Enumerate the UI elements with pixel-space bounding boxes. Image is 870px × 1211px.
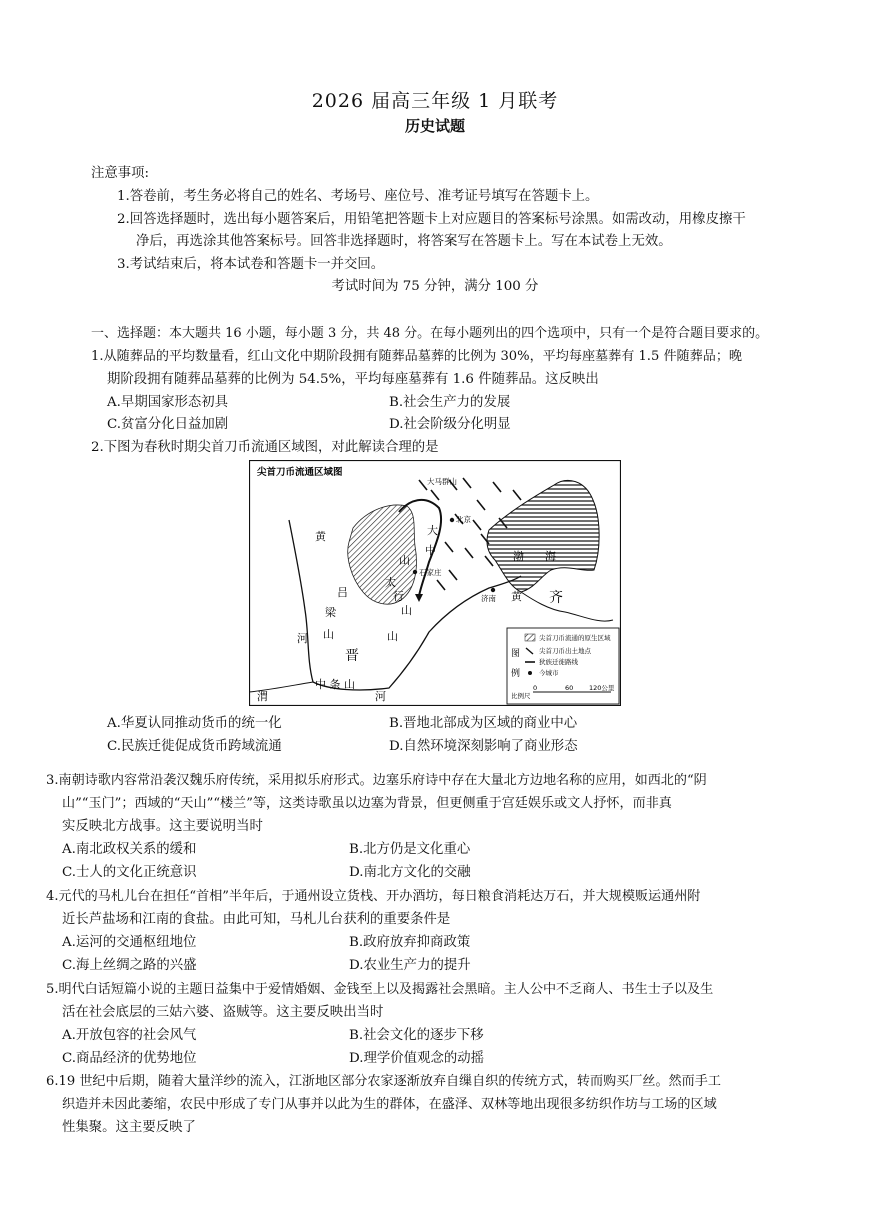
legend-title: 例 <box>511 669 521 679</box>
legend-item: 尖首刀币出土地点 <box>539 647 591 655</box>
question-6-stem: 织造并未因此萎缩，农民中形成了专门从事并以此为生的群体，在盛泽、双林等地出现很多纺织作坊与工场的区域 <box>62 1097 717 1112</box>
question-5-stem: 5.明代白话短篇小说的主题日益集中于爱情婚姻、金钱至上以及揭露社会黑暗。主人公中不乏商人、书生士子以及生 <box>46 982 714 997</box>
question-1-option-a[interactable]: A.早期国家形态初具 <box>107 395 229 410</box>
label-damashan: 大马群山 <box>427 477 457 486</box>
section-heading: 一、选择题：本大题共 16 小题，每小题 3 分，共 48 分。在每小题列出的四个选项中，只有一个是符合题目要求的。 <box>91 326 769 341</box>
legend-title: 图 <box>511 649 521 659</box>
label-he: 河 <box>375 690 386 703</box>
label-zhong: 中 <box>425 544 436 557</box>
question-4-option-a[interactable]: A.运河的交通枢纽地位 <box>62 935 197 950</box>
question-4-stem: 近长芦盐场和江南的食盐。由此可知，马札儿台获利的重要条件是 <box>62 912 451 927</box>
question-4-option-b[interactable]: B.政府放弃抑商政策 <box>349 935 471 950</box>
label-qi: 齐 <box>549 590 563 606</box>
question-1-stem: 1.从随葬品的平均数量看，红山文化中期阶段拥有随葬品墓葬的比例为 30%，平均每座墓葬有 1.5 件随葬品；晚 <box>91 349 743 364</box>
scale-tick: 0 <box>533 684 538 692</box>
question-2-option-b[interactable]: B.晋地北部成为区域的商业中心 <box>389 716 578 731</box>
legend-item: 今城市 <box>539 669 559 677</box>
question-1-option-c[interactable]: C.贫富分化日益加剧 <box>107 417 229 432</box>
coin-circulation-map <box>249 460 621 706</box>
label-he: 河 <box>297 632 308 645</box>
scale-tick: 60 <box>565 684 574 692</box>
legend-swatch <box>525 634 535 641</box>
notice-item: 净后，再选涂其他答案标号。回答非选择题时，将答案写在答题卡上。写在本试卷上无效。 <box>136 234 672 249</box>
label-tai: 太 <box>385 576 396 589</box>
question-3-option-c[interactable]: C.士人的文化正统意识 <box>62 865 197 880</box>
question-1-stem: 期阶段拥有随葬品墓葬的比例为 54.5%，平均每座墓葬有 1.6 件随葬品。这反映出 <box>107 372 599 387</box>
question-3-option-d[interactable]: D.南北方文化的交融 <box>349 865 471 880</box>
label-shan: 山 <box>401 604 412 617</box>
question-2-option-a[interactable]: A.华夏认同推动货币的统一化 <box>107 716 282 731</box>
question-3-option-b[interactable]: B.北方仍是文化重心 <box>349 842 471 857</box>
scale-tick: 120公里 <box>589 684 615 692</box>
legend-swatch <box>528 671 532 675</box>
question-5-option-c[interactable]: C.商品经济的优势地位 <box>62 1051 197 1066</box>
map-title: 尖首刀币流通区域图 <box>257 467 343 478</box>
notice-item: 1.答卷前，考生务必将自己的姓名、考场号、座位号、准考证号填写在答题卡上。 <box>117 189 599 204</box>
question-5-option-a[interactable]: A.开放包容的社会风气 <box>62 1028 197 1043</box>
exam-time: 考试时间为 75 分钟，满分 100 分 <box>331 279 539 294</box>
question-3-stem: 3.南朝诗歌内容常沿袭汉魏乐府传统，采用拟乐府形式。边塞乐府诗中存在大量北方边地名称的应用，如西北的“阴 <box>46 773 707 788</box>
label-hang: 行 <box>393 590 404 603</box>
question-2-stem: 2.下图为春秋时期尖首刀币流通区域图，对此解读合理的是 <box>91 440 439 455</box>
label-huang: 黄 <box>511 590 522 603</box>
question-2-option-c[interactable]: C.民族迁徙促成货币跨域流通 <box>107 739 282 754</box>
city-marker <box>450 518 454 522</box>
label-zhongtiao: 中 条 山 <box>315 678 355 691</box>
label-shan: 山 <box>323 628 334 641</box>
question-3-option-a[interactable]: A.南北政权关系的缓和 <box>62 842 197 857</box>
question-3-stem: 山”“玉门”；西域的“天山”“楼兰”等，这类诗歌虽以边塞为背景，但更侧重于宫廷娱乐或文人抒怀，而非真 <box>62 796 672 811</box>
label-wei: 渭 <box>257 690 268 703</box>
legend-item: 尖首刀币流通的原生区域 <box>539 634 611 642</box>
exam-subtitle: 历史试题 <box>404 117 465 135</box>
label-jinan: 济南 <box>481 594 496 603</box>
question-4-option-c[interactable]: C.海上丝绸之路的兴盛 <box>62 958 197 973</box>
label-beijing: 北京 <box>456 515 471 524</box>
legend-item: 狄族迁徙路线 <box>539 658 578 666</box>
city-marker <box>491 588 495 592</box>
notice-item: 2.回答选择题时，选出每小题答案后，用铅笔把答题卡上对应题目的答案标号涂黑。如需改动，用橡皮擦干 <box>117 212 746 227</box>
question-4-stem: 4.元代的马札儿台在担任“首相”半年后，于通州设立货栈、开办酒坊，每日粮食消耗达万石，并大规模贩运通州附 <box>46 889 701 904</box>
label-da: 大 <box>427 524 438 537</box>
label-bohai: 海 <box>545 550 556 563</box>
question-5-stem: 活在社会底层的三姑六婆、盗贼等。这主要反映出当时 <box>62 1005 384 1020</box>
question-6-stem: 6.19 世纪中后期，随着大量洋纱的流入，江浙地区部分农家逐渐放弃自缫自织的传统方式，转而购买厂丝。然而手工 <box>46 1074 721 1089</box>
question-1-option-b[interactable]: B.社会生产力的发展 <box>389 395 511 410</box>
label-liang: 梁 <box>325 606 336 619</box>
label-huang: 黄 <box>315 530 326 543</box>
question-4-option-d[interactable]: D.农业生产力的提升 <box>349 958 471 973</box>
city-marker <box>413 570 417 574</box>
label-jin: 晋 <box>345 648 359 664</box>
label-shan: 山 <box>399 554 410 567</box>
label-shijiazhuang: 石家庄 <box>419 568 442 577</box>
question-5-option-d[interactable]: D.理学价值观念的动摇 <box>349 1051 485 1066</box>
question-2-option-d[interactable]: D.自然环境深刻影响了商业形态 <box>389 739 578 754</box>
question-5-option-b[interactable]: B.社会文化的逐步下移 <box>349 1028 484 1043</box>
label-lv: 吕 <box>337 586 348 599</box>
question-1-option-d[interactable]: D.社会阶级分化明显 <box>389 417 511 432</box>
question-3-stem: 实反映北方战事。这主要说明当时 <box>62 819 263 834</box>
question-6-stem: 性集聚。这主要反映了 <box>62 1120 196 1135</box>
label-bohai: 渤 <box>513 550 524 563</box>
notice-item: 3.考试结束后，将本试卷和答题卡一并交回。 <box>117 257 385 272</box>
notice-heading: 注意事项: <box>91 166 150 181</box>
scale-label: 比例尺 <box>511 692 531 700</box>
exam-title: 2026 届高三年级 1 月联考 <box>311 90 559 112</box>
label-shan: 山 <box>387 630 398 643</box>
